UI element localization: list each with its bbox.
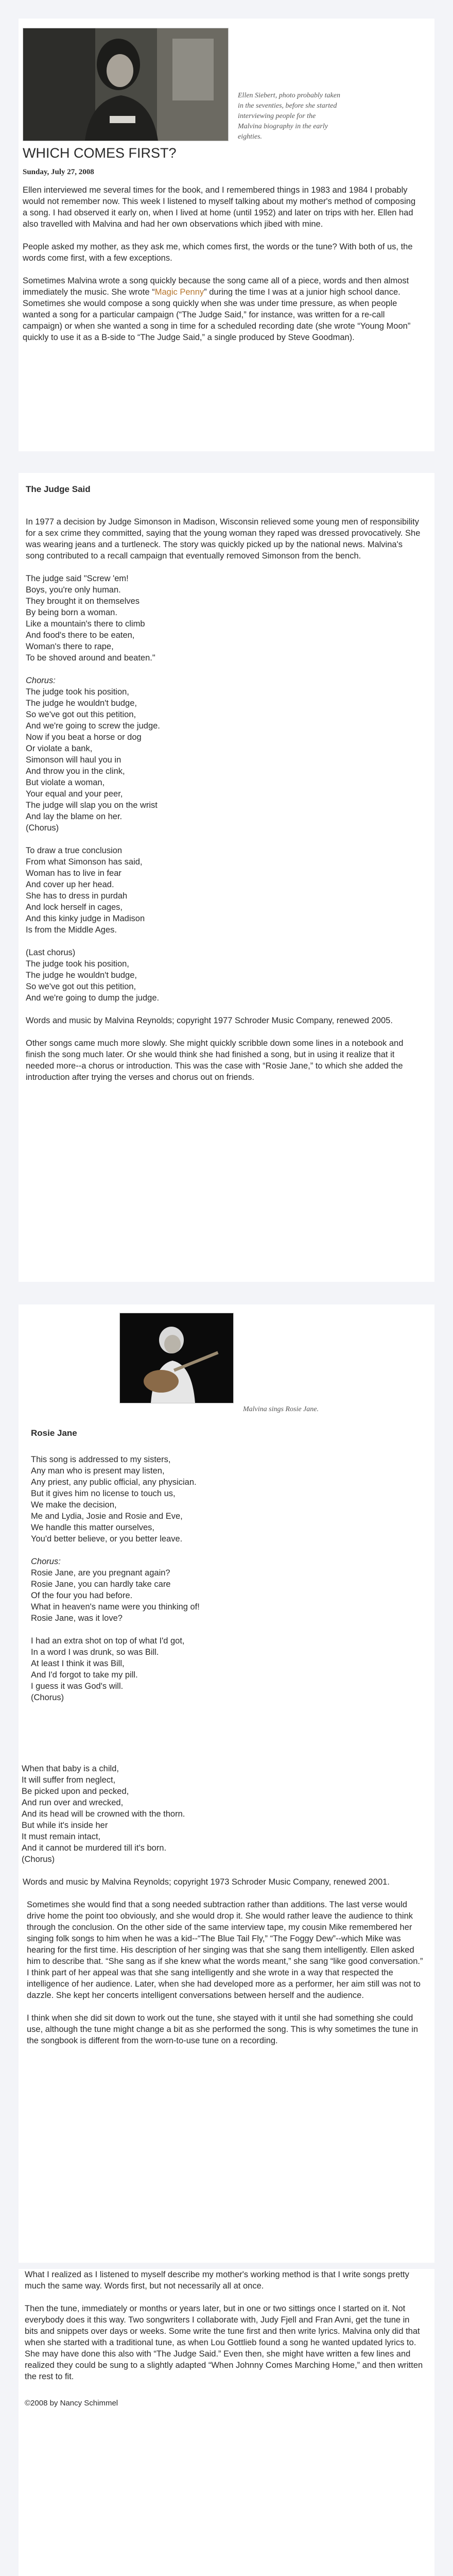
judge-said-panel <box>19 473 434 1282</box>
lyric-line: What in heaven's name were you thinking of! <box>31 1602 200 1612</box>
lyric-line: But while it's inside her <box>22 1821 108 1830</box>
lyric-line: Simonson will haul you in <box>26 755 121 765</box>
intro-paragraph-1: Ellen interviewed me several times for the book, and I remembered things in 1983 and 1984 I probably would not remember now. This week I listened to myself talking about my mother's method of composing a song. I had observed it early on, when I lived at home (until 1952) and later on trips with her. Ellen had also travelled with Malvina and had her own observations which jibed with mine. <box>23 185 416 229</box>
lyric-line: It must remain intact, <box>22 1832 101 1841</box>
rosie-verse-2 <box>22 1763 423 1865</box>
lyric-line: Any man who is present may listen, <box>31 1466 165 1476</box>
lyric-line: She has to dress in purdah <box>26 891 128 901</box>
lyric-line: The judge took his position, <box>26 687 129 697</box>
lyric-line: Of the four you had before. <box>31 1591 133 1600</box>
malvina-photo-caption: Malvina sings Rosie Jane. <box>243 1405 319 1413</box>
lyric-line: And I'd forgot to take my pill. <box>31 1670 138 1680</box>
copyright-notice: ©2008 by Nancy Schimmel <box>25 2399 118 2408</box>
lyric-line: And it cannot be murdered till it's born. <box>22 1843 167 1853</box>
lyric-line: Be picked upon and pecked, <box>22 1787 129 1796</box>
rosie-jane-credit: Words and music by Malvina Reynolds; copyright 1973 Schroder Music Company, renewed 2001. <box>23 1877 390 1887</box>
lyric-line: You'd better believe, or you better leave. <box>31 1534 183 1544</box>
lyric-line: But it gives him no license to touch us, <box>31 1489 176 1498</box>
tune-paragraph: I think when she did sit down to work out the tune, she stayed with it until she had something she could use, although the tune might change a bit as she performed the song. This is why sometimes the tune in the songbook is different from the worn-to-use tune on a recording. <box>27 2013 419 2045</box>
judge-said-credit: Words and music by Malvina Reynolds; copyright 1977 Schroder Music Company, renewed 2005. <box>26 1016 393 1025</box>
lyric-line: Or violate a bank, <box>26 744 93 753</box>
malvina-photo <box>119 1313 234 1403</box>
lyric-line: Any priest, any public official, any physician. <box>31 1478 197 1487</box>
closing-paragraph-2: Then the tune, immediately or months or years later, but in one or two sittings once I started on it. Not everybody does it this way. Two songwriters I collaborate with, Judy Fjell and Fran Avni, get the tune in bits and snippets over days or weeks. Some write the tune first and then write lyrics. Malvina only did that when she started with a traditional tune, as when Lou Gottlieb found a song he wanted updated lyrics to. She may have done this also with “The Judge Said.” Even then, she might have written a few lines and realized they could be sung to a slightly adapted “When Johnny Comes Marching Home,” and then written the rest to fit. <box>25 2304 423 2381</box>
rosie-verse-1 <box>31 1635 427 1703</box>
judge-said-outro: Other songs came much more slowly. She might quickly scribble down some lines in a notebook and finish the song much later. Or she would think she had finished a song, but in using it realize that it needed more--a chorus or introduction. This was the case with “Rosie Jane,” to which she added the introduction after trying the verses and chorus out on friends. <box>26 1039 404 1082</box>
lyric-line: Is from the Middle Ages. <box>26 925 117 935</box>
lyric-line: So we've got out this petition, <box>26 710 136 719</box>
closing-paragraph-1: What I realized as I listened to myself describe my mother's working method is that I write songs pretty much the same way. Words first, but not necessarily all at once. <box>25 2270 409 2291</box>
lyric-line: And lock herself in cages, <box>26 903 123 912</box>
lyric-line: The judge will slap you on the wrist <box>26 801 158 810</box>
lyric-line: So we've got out this petition, <box>26 982 136 991</box>
post-header-panel <box>19 19 434 451</box>
lyric-line: This song is addressed to my sisters, <box>31 1455 171 1464</box>
lyric-line: Woman's there to rape, <box>26 642 114 651</box>
lyric-line: Rosie Jane, you can hardly take care <box>31 1580 171 1589</box>
lyric-line: Rosie Jane, are you pregnant again? <box>31 1568 170 1578</box>
malvina-photo-image <box>120 1313 233 1403</box>
lyric-line: Your equal and your peer, <box>26 789 123 799</box>
lyric-line: The judge took his position, <box>26 959 129 969</box>
lyric-line: To draw a true conclusion <box>26 846 123 855</box>
lyric-line: Now if you beat a horse or dog <box>26 733 142 742</box>
closing-panel <box>19 2269 434 2576</box>
lyric-line: And we're going to dump the judge. <box>26 993 160 1003</box>
lyric-line: To be shoved around and beaten." <box>26 653 155 663</box>
lyric-line: And lay the blame on her. <box>26 812 123 821</box>
post-date: Sunday, July 27, 2008 <box>23 168 94 176</box>
judge-chorus <box>26 675 422 732</box>
lyric-line: And run over and wrecked, <box>22 1798 124 1807</box>
lyric-line: We make the decision, <box>31 1500 117 1510</box>
page-title: WHICH COMES FIRST? <box>23 145 177 161</box>
chorus-label: Chorus: <box>26 676 56 685</box>
lyric-line: We handle this matter ourselves, <box>31 1523 154 1532</box>
lyric-line: From what Simonson has said, <box>26 857 143 867</box>
lyric-line: And cover up her head. <box>26 880 114 889</box>
chorus-label: Chorus: <box>31 1557 61 1566</box>
intro-paragraph-3 <box>23 275 419 343</box>
lyric-line: Like a mountain's there to climb <box>26 619 145 629</box>
lyric-line: Me and Lydia, Josie and Rosie and Eve, <box>31 1512 183 1521</box>
ellen-photo-caption: Ellen Siebert, photo probably taken in the seventies, before she started interviewing people for the Malvina biography in the early eighties. <box>238 92 340 141</box>
lyric-line: Boys, you're only human. <box>26 585 121 595</box>
lyric-line: Rosie Jane, was it love? <box>31 1614 123 1623</box>
closing-section <box>25 2269 423 2420</box>
lyric-line: At least I think it was Bill, <box>31 1659 125 1668</box>
intro-paragraph-3-end: ” during the time I was at a junior high school dance. Sometimes she would compose a song quickly when she was under time pressure, as when people wanted a song for a particular campaign (“The Judge Said,” for instance, was written for a re-call campaign) or when she wanted a song in time for a scheduled recording date (she wrote “Young Moon” quickly to use it as a B-side to “The Judge Said,” a single produced by Steve Goodman). <box>23 287 411 342</box>
lyric-line: They brought it on themselves <box>26 597 140 606</box>
judge-verse-1 <box>26 573 422 664</box>
judge-said-intro: In 1977 a decision by Judge Simonson in Madison, Wisconsin relieved some young men of responsibility for a sex crime they committed, saying that the young woman they raped was dressed provocatively. She was wearing jeans and a turtleneck. The story was quickly picked up by the national news. Malvina's song contributed to a recall campaign that eventually removed Simonson from the bench. <box>26 517 421 561</box>
lyric-line: When that baby is a child, <box>22 1764 119 1773</box>
lyric-line: By being born a woman. <box>26 608 117 617</box>
lyric-line: (Chorus) <box>31 1693 64 1702</box>
rosie-continued <box>22 1763 423 2058</box>
rosie-jane-heading: Rosie Jane <box>31 1428 77 1438</box>
judge-said-heading: The Judge Said <box>26 484 91 494</box>
lyric-line: And throw you in the clink, <box>26 767 125 776</box>
lyric-line: I guess it was God's will. <box>31 1682 124 1691</box>
lyric-line: The judge said "Screw 'em! <box>26 574 129 583</box>
rosie-jane-section <box>31 1428 427 1703</box>
lyric-line: And this kinky judge in Madison <box>26 914 145 923</box>
intro-paragraph-2: People asked my mother, as they ask me, which comes first, the words or the tune? With both of us, the words come first, with a few exceptions. <box>23 242 413 263</box>
ellen-photo-image <box>23 28 228 141</box>
lyric-line: But violate a woman, <box>26 778 105 787</box>
ellen-photo <box>23 28 229 141</box>
intro-paragraph-3-start: Sometimes Malvina wrote a song quickly because the song came all of a piece, words and then almost immediately the music. She wrote “ <box>23 276 409 297</box>
lyric-line: The judge he wouldn't budge, <box>26 699 137 708</box>
lyric-line: The judge he wouldn't budge, <box>26 971 137 980</box>
subtraction-paragraph: Sometimes she would find that a song needed subtraction rather than additions. The last verse would drive home the point too obviously, and she would drop it. She would rather leave the audience to think through the conclusion. On the other side of the same interview tape, my cousin Mike remembered her singing folk songs to him when he was a kid--“The Blue Tail Fly,” “The Foggy Dew”--which Mike was hearing for the first time. His description of her singing was that she sang them intelligently. Ellen asked him to describe that. “She sang as if she knew what the words meant,” she sang “like good conversation.” I think part of her appeal was that she sang intelligently and she wrote in a way that respected the intelligence of her audience. Later, when she had developed more as a performer, her aim still was not to dazzle. She kept her concerts intelligent conversations between herself and the audience. <box>27 1900 423 2000</box>
lyric-line: And we're going to screw the judge. <box>26 721 160 731</box>
lyric-line: (Last chorus) <box>26 948 76 957</box>
lyric-line: In a word I was drunk, so was Bill. <box>31 1648 159 1657</box>
lyric-line: It will suffer from neglect, <box>22 1775 116 1785</box>
rosie-jane-panel <box>19 1304 434 2263</box>
lyric-line: I had an extra shot on top of what I'd got, <box>31 1636 185 1646</box>
lyric-line: (Chorus) <box>22 1855 55 1864</box>
lyric-line: Woman has to live in fear <box>26 869 121 878</box>
judge-verse-2 <box>26 732 422 834</box>
magic-penny-link[interactable]: Magic Penny <box>154 287 204 297</box>
rosie-intro <box>31 1454 427 1545</box>
rosie-chorus <box>31 1556 427 1624</box>
intro-text <box>23 184 419 354</box>
lyric-line: (Chorus) <box>26 823 59 833</box>
judge-verse-3 <box>26 845 422 936</box>
lyric-line: And food's there to be eaten, <box>26 631 135 640</box>
judge-last-chorus <box>26 947 422 1004</box>
lyric-line: And its head will be crowned with the thorn. <box>22 1809 185 1819</box>
judge-said-section <box>26 484 422 1094</box>
